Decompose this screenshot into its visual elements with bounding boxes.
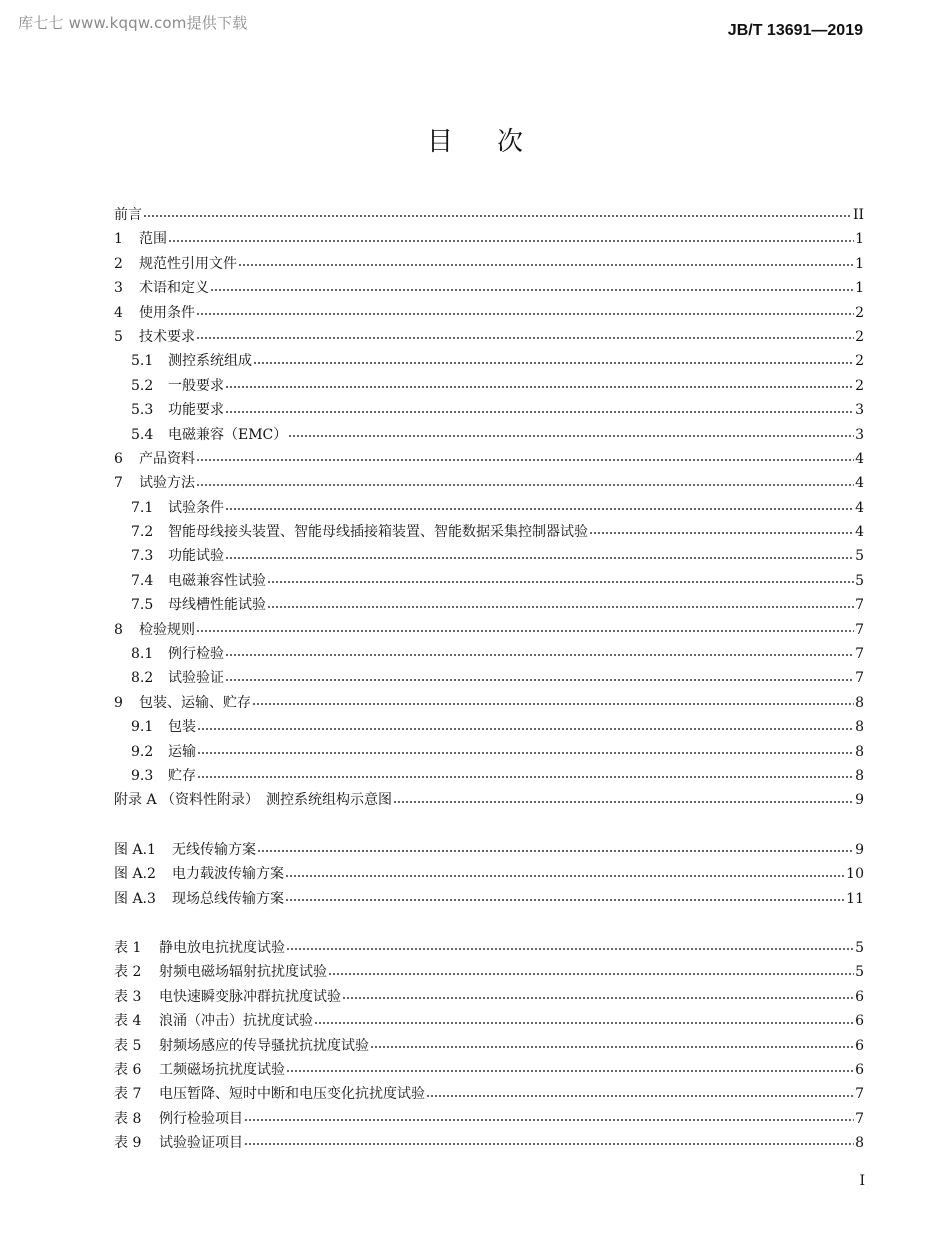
- toc-entry-label: 产品资料: [139, 450, 195, 467]
- dot-leader: [225, 654, 854, 656]
- toc-entry-number: 5.4: [131, 426, 154, 443]
- toc-entry[interactable]: [114, 398, 864, 422]
- toc-entry-number: 表 5: [114, 1037, 142, 1054]
- dot-leader: [370, 1046, 854, 1048]
- dot-leader: [168, 240, 854, 242]
- toc-entry-number: 5.3: [131, 402, 154, 419]
- toc-entry-label: 规范性引用文件: [139, 255, 237, 272]
- dot-leader: [252, 703, 854, 705]
- dot-leader: [426, 1095, 854, 1097]
- toc-entry[interactable]: [114, 569, 864, 593]
- dot-leader: [244, 1143, 854, 1145]
- toc-entry-label: 无线传输方案: [172, 841, 256, 858]
- toc-entry-page: 4: [855, 524, 864, 541]
- dot-leader: [197, 752, 854, 754]
- dot-leader: [253, 362, 854, 364]
- toc-entry-page: 7: [855, 621, 864, 638]
- toc-entry-number: 表 8: [114, 1110, 142, 1127]
- toc-entry[interactable]: [114, 715, 864, 739]
- toc-entry[interactable]: [114, 252, 864, 276]
- toc-entry-number: 图 A.2: [114, 866, 156, 883]
- dot-leader: [328, 973, 854, 975]
- toc-entry-label: 测控系统组成: [168, 353, 252, 370]
- toc-entry-page: 6: [855, 1037, 864, 1054]
- toc-entry-number: 2: [114, 255, 123, 272]
- dot-leader: [285, 875, 845, 877]
- toc-entry-page: 7: [855, 670, 864, 687]
- toc-entry-page: 3: [855, 402, 864, 419]
- toc-entry-label: 功能要求: [168, 402, 224, 419]
- toc-entry[interactable]: [114, 496, 864, 520]
- dot-leader: [196, 313, 854, 315]
- toc-entry-number: 7: [114, 475, 123, 492]
- toc-entry-page: 8: [855, 743, 864, 760]
- toc-entry[interactable]: [114, 301, 864, 325]
- toc-entry[interactable]: [114, 960, 864, 984]
- toc-entry[interactable]: [114, 764, 864, 788]
- toc-entry-page: 9: [855, 792, 864, 809]
- toc-entry-number: 5: [114, 328, 123, 345]
- toc-entry-page: 2: [855, 328, 864, 345]
- toc-entry-number: 表 2: [114, 964, 142, 981]
- toc-entry-label: 电力载波传输方案: [172, 866, 284, 883]
- dot-leader: [314, 1022, 854, 1024]
- toc-entry-label: 贮存: [168, 767, 196, 784]
- dot-leader: [244, 1119, 854, 1121]
- toc-entry-page: 2: [855, 304, 864, 321]
- dot-leader: [225, 411, 854, 413]
- toc-entry-number: 1: [114, 231, 123, 248]
- toc-entry-number: 4: [114, 304, 123, 321]
- toc-entry[interactable]: [114, 1058, 864, 1082]
- toc-entry-page: 1: [855, 255, 864, 272]
- toc-entry-label: 运输: [168, 743, 196, 760]
- toc-entry-label: 范围: [139, 231, 167, 248]
- toc-entry[interactable]: [114, 276, 864, 300]
- toc-entry-label: 电快速瞬变脉冲群抗扰度试验: [159, 988, 341, 1005]
- toc-entry[interactable]: [114, 985, 864, 1009]
- toc-entry-label: 母线槽性能试验: [168, 597, 266, 614]
- toc-entry-number: 表 9: [114, 1135, 142, 1152]
- toc-entry[interactable]: [114, 838, 864, 862]
- toc-entry[interactable]: [114, 593, 864, 617]
- toc-entry-page: 7: [855, 1086, 864, 1103]
- toc-entry-page: 5: [855, 964, 864, 981]
- dot-leader: [286, 1070, 854, 1072]
- toc-entry-label: 包装: [168, 719, 196, 736]
- toc-entry-label: 射频场感应的传导骚扰抗扰度试验: [159, 1037, 369, 1054]
- sections-list: [114, 203, 864, 813]
- toc-entry-page: 2: [855, 377, 864, 394]
- toc-entry[interactable]: [114, 740, 864, 764]
- toc-entry-page: 10: [846, 866, 864, 883]
- dot-leader: [196, 459, 854, 461]
- toc-entry-page: 6: [855, 1013, 864, 1030]
- toc-entry-label: 术语和定义: [139, 280, 209, 297]
- toc-entry-number: 9: [114, 694, 123, 711]
- toc-entry[interactable]: [114, 471, 864, 495]
- toc-entry-page: 8: [855, 719, 864, 736]
- toc-entry-page: 5: [855, 939, 864, 956]
- toc-entry-page: 8: [855, 1135, 864, 1152]
- document-number: JB/T 13691—2019: [727, 22, 863, 39]
- toc-entry-page: 5: [855, 548, 864, 565]
- table-of-contents: [114, 203, 864, 1155]
- toc-entry-page: 4: [855, 475, 864, 492]
- toc-entry[interactable]: [114, 618, 864, 642]
- toc-entry-label: 一般要求: [168, 377, 224, 394]
- toc-entry[interactable]: [114, 325, 864, 349]
- toc-entry-number: 8: [114, 621, 123, 638]
- toc-entry-page: 7: [855, 1110, 864, 1127]
- toc-entry-number: 7.1: [131, 499, 154, 516]
- dot-leader: [238, 264, 854, 266]
- toc-entry-page: 4: [855, 450, 864, 467]
- dot-leader: [589, 532, 854, 534]
- toc-entry-number: 图 A.3: [114, 890, 156, 907]
- toc-entry[interactable]: [114, 691, 864, 715]
- dot-leader: [197, 776, 854, 778]
- toc-entry-number: 表 6: [114, 1061, 142, 1078]
- toc-entry[interactable]: [114, 1107, 864, 1131]
- dot-leader: [225, 508, 854, 510]
- dot-leader: [210, 289, 854, 291]
- dot-leader: [196, 337, 854, 339]
- toc-entry-number: 7.3: [131, 548, 154, 565]
- toc-entry-label: 附录 A （资料性附录） 测控系统组构示意图: [114, 792, 393, 809]
- dot-leader: [257, 850, 854, 852]
- toc-entry-page: 1: [855, 280, 864, 297]
- toc-entry[interactable]: [114, 1034, 864, 1058]
- toc-entry-page: 4: [855, 499, 864, 516]
- figures-list: [114, 838, 864, 911]
- tables-list: [114, 936, 864, 1156]
- toc-entry-label: 现场总线传输方案: [172, 890, 284, 907]
- toc-entry[interactable]: [114, 862, 864, 886]
- toc-entry[interactable]: [114, 642, 864, 666]
- toc-entry-page: 3: [855, 426, 864, 443]
- toc-entry-number: 5.2: [131, 377, 154, 394]
- toc-entry-number: 8.2: [131, 670, 154, 687]
- toc-entry-page: 2: [855, 353, 864, 370]
- toc-entry-label: 射频电磁场辐射抗扰度试验: [159, 964, 327, 981]
- toc-entry[interactable]: [114, 666, 864, 690]
- toc-entry[interactable]: [114, 447, 864, 471]
- toc-entry-label: 试验验证项目: [159, 1135, 243, 1152]
- toc-entry-number: 7.5: [131, 597, 154, 614]
- toc-entry-label: 静电放电抗扰度试验: [159, 939, 285, 956]
- toc-entry-page: 7: [855, 597, 864, 614]
- toc-entry-label: 检验规则: [139, 621, 195, 638]
- toc-entry-page: 5: [855, 572, 864, 589]
- toc-entry-label: 浪涌（冲击）抗扰度试验: [159, 1013, 313, 1030]
- toc-entry-label: 工频磁场抗扰度试验: [159, 1061, 285, 1078]
- toc-spacer: [114, 911, 864, 936]
- toc-entry-page: 8: [855, 694, 864, 711]
- toc-entry[interactable]: [114, 203, 864, 227]
- toc-entry-page: II: [852, 207, 864, 223]
- toc-entry-label: 技术要求: [139, 328, 195, 345]
- toc-entry-label: 例行检验: [168, 646, 224, 663]
- toc-entry[interactable]: [114, 423, 864, 447]
- toc-entry-page: 8: [855, 767, 864, 784]
- dot-leader: [286, 948, 854, 950]
- toc-entry[interactable]: [114, 936, 864, 960]
- dot-leader: [267, 606, 854, 608]
- toc-entry-page: 11: [846, 890, 864, 907]
- dot-leader: [285, 899, 845, 901]
- toc-entry-label: 前言: [114, 207, 142, 223]
- toc-entry-number: 表 7: [114, 1086, 142, 1103]
- dot-leader: [342, 997, 854, 999]
- toc-entry[interactable]: [114, 1009, 864, 1033]
- toc-entry[interactable]: [114, 520, 864, 544]
- toc-entry[interactable]: [114, 374, 864, 398]
- toc-entry-label: 电磁兼容性试验: [168, 572, 266, 589]
- toc-entry-label: 例行检验项目: [159, 1110, 243, 1127]
- toc-entry-label: 试验验证: [168, 670, 224, 687]
- toc-entry[interactable]: [114, 227, 864, 251]
- toc-entry[interactable]: [114, 887, 864, 911]
- toc-entry-number: 3: [114, 280, 123, 297]
- page-title: 目次: [426, 127, 567, 157]
- toc-entry-label: 电磁兼容（EMC）: [168, 426, 288, 443]
- dot-leader: [288, 435, 854, 437]
- toc-entry-number: 表 1: [114, 939, 142, 956]
- toc-entry-label: 包装、运输、贮存: [139, 694, 251, 711]
- dot-leader: [196, 484, 854, 486]
- dot-leader: [225, 557, 854, 559]
- toc-entry[interactable]: [114, 1082, 864, 1106]
- toc-entry-number: 7.4: [131, 572, 154, 589]
- toc-entry-number: 6: [114, 450, 123, 467]
- toc-entry-number: 9.3: [131, 767, 154, 784]
- toc-entry-label: 试验条件: [168, 499, 224, 516]
- toc-entry-number: 7.2: [131, 524, 154, 541]
- toc-entry-label: 功能试验: [168, 548, 224, 565]
- toc-entry-page: 7: [855, 646, 864, 663]
- toc-entry-page: 6: [855, 988, 864, 1005]
- dot-leader: [393, 801, 854, 803]
- dot-leader: [196, 630, 854, 632]
- toc-entry-label: 智能母线接头装置、智能母线插接箱装置、智能数据采集控制器试验: [168, 524, 588, 541]
- toc-entry-page: 1: [855, 231, 864, 248]
- page-number: I: [859, 1173, 865, 1189]
- toc-spacer: [114, 813, 864, 838]
- toc-entry-number: 5.1: [131, 353, 154, 370]
- dot-leader: [197, 728, 854, 730]
- toc-entry-label: 试验方法: [139, 475, 195, 492]
- toc-entry[interactable]: [114, 349, 864, 373]
- toc-entry-number: 8.1: [131, 646, 154, 663]
- toc-entry-number: 9.2: [131, 743, 154, 760]
- toc-entry[interactable]: [114, 788, 864, 812]
- toc-entry-number: 表 3: [114, 988, 142, 1005]
- toc-entry-number: 9.1: [131, 719, 154, 736]
- toc-entry[interactable]: [114, 1131, 864, 1155]
- toc-entry-number: 表 4: [114, 1013, 142, 1030]
- toc-entry[interactable]: [114, 544, 864, 568]
- toc-entry-page: 6: [855, 1061, 864, 1078]
- toc-entry-label: 电压暂降、短时中断和电压变化抗扰度试验: [159, 1086, 425, 1103]
- dot-leader: [143, 215, 852, 217]
- watermark-text: 库七七 www.kqqw.com提供下载: [18, 14, 248, 32]
- dot-leader: [225, 386, 854, 388]
- toc-entry-label: 使用条件: [139, 304, 195, 321]
- toc-entry-number: 图 A.1: [114, 841, 156, 858]
- toc-entry-page: 9: [855, 841, 864, 858]
- dot-leader: [267, 581, 854, 583]
- dot-leader: [225, 679, 854, 681]
